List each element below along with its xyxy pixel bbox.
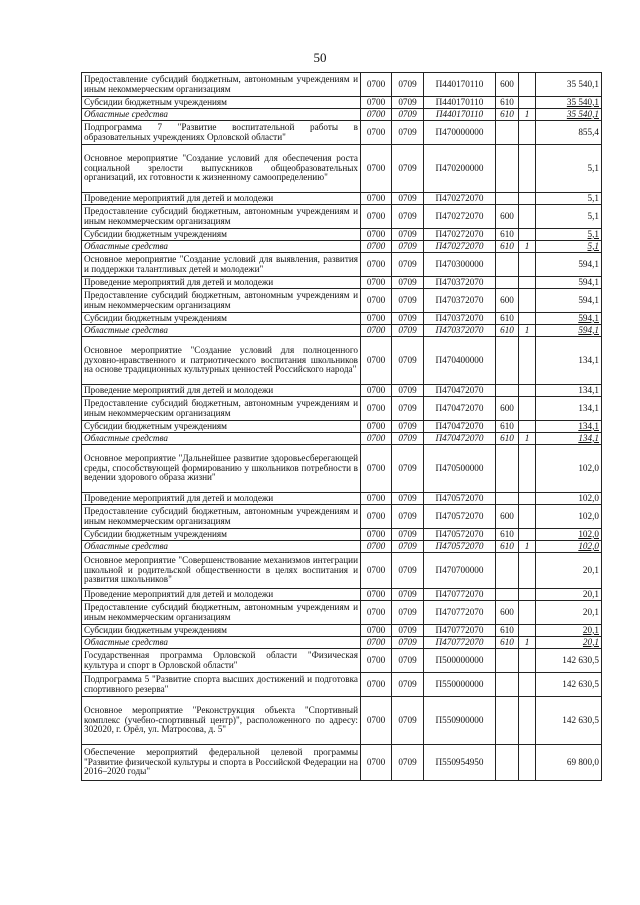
- row-expense-type: [496, 697, 519, 745]
- row-expense-type: 610: [496, 541, 519, 553]
- row-target-article: П470472070: [424, 433, 496, 445]
- row-section-code: 0700: [361, 421, 392, 433]
- row-name: Основное мероприятие "Дальнейшее развитие здоровьесберегающей среды, способствующей формированию у школьников потребности в ведении здорового образа жизни": [82, 445, 361, 493]
- table-row: [82, 229, 602, 241]
- row-subsection-code: 0709: [392, 121, 424, 145]
- row-section-code: 0700: [361, 277, 392, 289]
- row-kosgu: [519, 649, 536, 673]
- row-amount: 5,1: [536, 205, 602, 229]
- row-target-article: П470572070: [424, 505, 496, 529]
- row-kosgu: [519, 445, 536, 493]
- table-row: [82, 289, 602, 313]
- row-expense-type: 610: [496, 625, 519, 637]
- row-target-article: П440170110: [424, 97, 496, 109]
- row-subsection-code: 0709: [392, 253, 424, 277]
- row-expense-type: [496, 589, 519, 601]
- row-amount: 594,1: [536, 277, 602, 289]
- row-target-article: П470472070: [424, 385, 496, 397]
- row-name: Субсидии бюджетным учреждениям: [82, 313, 361, 325]
- row-expense-type: [496, 277, 519, 289]
- row-kosgu: [519, 505, 536, 529]
- row-amount: 35 540,1: [536, 97, 602, 109]
- row-name: Основное мероприятие "Создание условий для полноценного духовно-нравственного и патриотического воспитания школьников на основе традиционных культурных ценностей Российского народа": [82, 337, 361, 385]
- row-amount: 594,1: [536, 289, 602, 313]
- table-row: [82, 397, 602, 421]
- row-subsection-code: 0709: [392, 433, 424, 445]
- row-section-code: 0700: [361, 397, 392, 421]
- row-name: Проведение мероприятий для детей и молодежи: [82, 277, 361, 289]
- row-subsection-code: 0709: [392, 493, 424, 505]
- row-kosgu: 1: [519, 325, 536, 337]
- row-kosgu: [519, 145, 536, 193]
- row-target-article: П470472070: [424, 397, 496, 421]
- row-kosgu: [519, 673, 536, 697]
- row-amount: 102,0: [536, 541, 602, 553]
- row-target-article: П470572070: [424, 493, 496, 505]
- row-amount: 35 540,1: [536, 73, 602, 97]
- row-section-code: 0700: [361, 649, 392, 673]
- row-kosgu: [519, 385, 536, 397]
- row-name: Государственная программа Орловской области "Физическая культура и спорт в Орловской области": [82, 649, 361, 673]
- row-subsection-code: 0709: [392, 325, 424, 337]
- row-amount: 594,1: [536, 313, 602, 325]
- row-target-article: П470772070: [424, 601, 496, 625]
- row-section-code: 0700: [361, 745, 392, 781]
- row-amount: 134,1: [536, 337, 602, 385]
- row-target-article: П550000000: [424, 673, 496, 697]
- row-amount: 102,0: [536, 505, 602, 529]
- row-kosgu: [519, 493, 536, 505]
- row-kosgu: [519, 289, 536, 313]
- row-amount: 20,1: [536, 589, 602, 601]
- row-name: Областные средства: [82, 241, 361, 253]
- row-section-code: 0700: [361, 637, 392, 649]
- row-section-code: 0700: [361, 97, 392, 109]
- row-subsection-code: 0709: [392, 505, 424, 529]
- row-target-article: П440170110: [424, 73, 496, 97]
- row-amount: 5,1: [536, 193, 602, 205]
- row-kosgu: 1: [519, 109, 536, 121]
- budget-table: [81, 72, 602, 781]
- row-kosgu: [519, 625, 536, 637]
- row-kosgu: [519, 697, 536, 745]
- row-name: Предоставление субсидий бюджетным, автономным учреждениям и иным некоммерческим организациям: [82, 397, 361, 421]
- row-name: Предоставление субсидий бюджетным, автономным учреждениям и иным некоммерческим организациям: [82, 601, 361, 625]
- row-kosgu: 1: [519, 433, 536, 445]
- budget-table-body: [82, 73, 602, 781]
- row-name: Основное мероприятие "Совершенствование механизмов интеграции школьной и родительской общественности в целях воспитания и развития школьников": [82, 553, 361, 589]
- table-row: [82, 445, 602, 493]
- row-kosgu: [519, 745, 536, 781]
- row-kosgu: [519, 601, 536, 625]
- row-kosgu: [519, 313, 536, 325]
- row-amount: 594,1: [536, 325, 602, 337]
- row-expense-type: [496, 121, 519, 145]
- row-section-code: 0700: [361, 325, 392, 337]
- row-name: Проведение мероприятий для детей и молодежи: [82, 193, 361, 205]
- row-section-code: 0700: [361, 205, 392, 229]
- row-name: Субсидии бюджетным учреждениям: [82, 421, 361, 433]
- row-section-code: 0700: [361, 313, 392, 325]
- row-target-article: П470772070: [424, 625, 496, 637]
- row-section-code: 0700: [361, 445, 392, 493]
- row-section-code: 0700: [361, 589, 392, 601]
- row-subsection-code: 0709: [392, 205, 424, 229]
- row-kosgu: [519, 421, 536, 433]
- row-subsection-code: 0709: [392, 421, 424, 433]
- row-expense-type: [496, 145, 519, 193]
- row-amount: 20,1: [536, 553, 602, 589]
- row-expense-type: 600: [496, 397, 519, 421]
- table-row: [82, 553, 602, 589]
- row-subsection-code: 0709: [392, 553, 424, 589]
- row-kosgu: 1: [519, 241, 536, 253]
- row-section-code: 0700: [361, 145, 392, 193]
- table-row: [82, 649, 602, 673]
- row-subsection-code: 0709: [392, 73, 424, 97]
- row-amount: 134,1: [536, 385, 602, 397]
- row-subsection-code: 0709: [392, 337, 424, 385]
- row-target-article: П470572070: [424, 541, 496, 553]
- row-subsection-code: 0709: [392, 193, 424, 205]
- row-expense-type: 610: [496, 421, 519, 433]
- table-row: [82, 745, 602, 781]
- row-amount: 142 630,5: [536, 649, 602, 673]
- row-expense-type: 610: [496, 637, 519, 649]
- row-section-code: 0700: [361, 541, 392, 553]
- row-section-code: 0700: [361, 337, 392, 385]
- row-subsection-code: 0709: [392, 109, 424, 121]
- row-section-code: 0700: [361, 241, 392, 253]
- row-section-code: 0700: [361, 433, 392, 445]
- row-target-article: П470272070: [424, 241, 496, 253]
- row-subsection-code: 0709: [392, 697, 424, 745]
- row-expense-type: 600: [496, 601, 519, 625]
- row-target-article: П470772070: [424, 589, 496, 601]
- row-amount: 134,1: [536, 397, 602, 421]
- table-row: [82, 493, 602, 505]
- table-row: [82, 277, 602, 289]
- row-target-article: П470372070: [424, 313, 496, 325]
- row-name: Предоставление субсидий бюджетным, автономным учреждениям и иным некоммерческим организациям: [82, 505, 361, 529]
- row-section-code: 0700: [361, 505, 392, 529]
- row-amount: 69 800,0: [536, 745, 602, 781]
- row-amount: 142 630,5: [536, 673, 602, 697]
- row-amount: 5,1: [536, 241, 602, 253]
- row-target-article: П470772070: [424, 637, 496, 649]
- row-name: Субсидии бюджетным учреждениям: [82, 529, 361, 541]
- row-expense-type: [496, 337, 519, 385]
- row-subsection-code: 0709: [392, 229, 424, 241]
- row-section-code: 0700: [361, 529, 392, 541]
- row-kosgu: [519, 205, 536, 229]
- row-amount: 5,1: [536, 145, 602, 193]
- row-expense-type: [496, 649, 519, 673]
- row-expense-type: 600: [496, 505, 519, 529]
- row-subsection-code: 0709: [392, 385, 424, 397]
- row-subsection-code: 0709: [392, 625, 424, 637]
- row-expense-type: [496, 253, 519, 277]
- row-subsection-code: 0709: [392, 397, 424, 421]
- row-target-article: П550954950: [424, 745, 496, 781]
- row-section-code: 0700: [361, 121, 392, 145]
- table-row: [82, 193, 602, 205]
- row-subsection-code: 0709: [392, 529, 424, 541]
- row-section-code: 0700: [361, 601, 392, 625]
- row-expense-type: [496, 493, 519, 505]
- table-row: [82, 73, 602, 97]
- row-target-article: П470572070: [424, 529, 496, 541]
- row-section-code: 0700: [361, 73, 392, 97]
- row-expense-type: 610: [496, 529, 519, 541]
- row-target-article: П470372070: [424, 325, 496, 337]
- row-amount: 5,1: [536, 229, 602, 241]
- row-subsection-code: 0709: [392, 445, 424, 493]
- table-row: [82, 109, 602, 121]
- row-target-article: П470700000: [424, 553, 496, 589]
- row-name: Проведение мероприятий для детей и молодежи: [82, 385, 361, 397]
- row-expense-type: 610: [496, 241, 519, 253]
- row-section-code: 0700: [361, 697, 392, 745]
- row-amount: 594,1: [536, 253, 602, 277]
- table-row: [82, 421, 602, 433]
- row-kosgu: [519, 397, 536, 421]
- row-name: Предоставление субсидий бюджетным, автономным учреждениям и иным некоммерческим организациям: [82, 73, 361, 97]
- row-kosgu: [519, 529, 536, 541]
- row-subsection-code: 0709: [392, 277, 424, 289]
- row-amount: 142 630,5: [536, 697, 602, 745]
- row-subsection-code: 0709: [392, 241, 424, 253]
- row-name: Областные средства: [82, 109, 361, 121]
- row-amount: 855,4: [536, 121, 602, 145]
- row-kosgu: 1: [519, 637, 536, 649]
- row-target-article: П470200000: [424, 145, 496, 193]
- row-section-code: 0700: [361, 253, 392, 277]
- table-row: [82, 625, 602, 637]
- table-row: [82, 205, 602, 229]
- row-expense-type: 610: [496, 325, 519, 337]
- row-target-article: П470272070: [424, 205, 496, 229]
- row-name: Областные средства: [82, 433, 361, 445]
- row-expense-type: 600: [496, 205, 519, 229]
- row-name: Проведение мероприятий для детей и молодежи: [82, 493, 361, 505]
- row-target-article: П470372070: [424, 289, 496, 313]
- row-name: Областные средства: [82, 325, 361, 337]
- table-row: [82, 601, 602, 625]
- row-amount: 20,1: [536, 637, 602, 649]
- row-subsection-code: 0709: [392, 541, 424, 553]
- row-amount: 20,1: [536, 625, 602, 637]
- table-row: [82, 241, 602, 253]
- table-row: [82, 97, 602, 109]
- row-subsection-code: 0709: [392, 637, 424, 649]
- row-kosgu: [519, 97, 536, 109]
- row-name: Основное мероприятие "Создание условий для выявления, развития и поддержки талантливых детей и молодежи": [82, 253, 361, 277]
- row-target-article: П470272070: [424, 229, 496, 241]
- row-subsection-code: 0709: [392, 313, 424, 325]
- row-subsection-code: 0709: [392, 97, 424, 109]
- table-row: [82, 541, 602, 553]
- table-row: [82, 637, 602, 649]
- row-subsection-code: 0709: [392, 673, 424, 697]
- row-amount: 20,1: [536, 601, 602, 625]
- table-row: [82, 337, 602, 385]
- row-subsection-code: 0709: [392, 589, 424, 601]
- row-subsection-code: 0709: [392, 601, 424, 625]
- row-name: Субсидии бюджетным учреждениям: [82, 229, 361, 241]
- row-kosgu: [519, 253, 536, 277]
- row-kosgu: [519, 553, 536, 589]
- row-name: Областные средства: [82, 637, 361, 649]
- row-expense-type: [496, 673, 519, 697]
- row-expense-type: 610: [496, 229, 519, 241]
- row-section-code: 0700: [361, 109, 392, 121]
- row-section-code: 0700: [361, 625, 392, 637]
- row-target-article: П470372070: [424, 277, 496, 289]
- row-expense-type: [496, 385, 519, 397]
- row-kosgu: [519, 337, 536, 385]
- row-name: Областные средства: [82, 541, 361, 553]
- row-section-code: 0700: [361, 289, 392, 313]
- row-amount: 102,0: [536, 445, 602, 493]
- table-row: [82, 253, 602, 277]
- row-amount: 134,1: [536, 421, 602, 433]
- row-section-code: 0700: [361, 673, 392, 697]
- row-kosgu: [519, 121, 536, 145]
- row-name: Субсидии бюджетным учреждениям: [82, 97, 361, 109]
- row-kosgu: [519, 229, 536, 241]
- row-kosgu: [519, 277, 536, 289]
- table-row: [82, 673, 602, 697]
- row-expense-type: [496, 553, 519, 589]
- row-section-code: 0700: [361, 193, 392, 205]
- table-row: [82, 145, 602, 193]
- row-subsection-code: 0709: [392, 745, 424, 781]
- table-row: [82, 313, 602, 325]
- row-kosgu: [519, 589, 536, 601]
- row-target-article: П470400000: [424, 337, 496, 385]
- table-row: [82, 121, 602, 145]
- row-expense-type: [496, 745, 519, 781]
- row-kosgu: 1: [519, 541, 536, 553]
- table-row: [82, 433, 602, 445]
- row-target-article: П500000000: [424, 649, 496, 673]
- row-name: Проведение мероприятий для детей и молодежи: [82, 589, 361, 601]
- row-section-code: 0700: [361, 553, 392, 589]
- table-row: [82, 385, 602, 397]
- row-section-code: 0700: [361, 229, 392, 241]
- row-expense-type: 600: [496, 289, 519, 313]
- row-name: Предоставление субсидий бюджетным, автономным учреждениям и иным некоммерческим организациям: [82, 205, 361, 229]
- table-row: [82, 529, 602, 541]
- table-row: [82, 589, 602, 601]
- row-section-code: 0700: [361, 493, 392, 505]
- row-kosgu: [519, 193, 536, 205]
- row-expense-type: 610: [496, 313, 519, 325]
- page-number: 50: [313, 50, 327, 65]
- row-amount: 134,1: [536, 433, 602, 445]
- row-expense-type: 610: [496, 97, 519, 109]
- row-name: Обеспечение мероприятий федеральной целевой программы "Развитие физической культуры и спорта в Российской Федерации на 2016–2020 годы": [82, 745, 361, 781]
- table-row: [82, 505, 602, 529]
- row-kosgu: [519, 73, 536, 97]
- row-subsection-code: 0709: [392, 145, 424, 193]
- row-amount: 102,0: [536, 529, 602, 541]
- row-name: Основное мероприятие "Реконструкция объекта "Спортивный комплекс (учебно-спортивный центр)", расположенного по адресу: 302020, г. Орёл, ул. Матросова, д. 5": [82, 697, 361, 745]
- row-amount: 35 540,1: [536, 109, 602, 121]
- row-target-article: П470272070: [424, 193, 496, 205]
- row-subsection-code: 0709: [392, 289, 424, 313]
- row-target-article: П440170110: [424, 109, 496, 121]
- row-section-code: 0700: [361, 385, 392, 397]
- row-target-article: П470500000: [424, 445, 496, 493]
- row-name: Основное мероприятие "Создание условий для обеспечения роста социальной зрелости выпускников общеобразовательных организаций, их готовности к жизненному самоопределению": [82, 145, 361, 193]
- row-expense-type: [496, 193, 519, 205]
- table-row: [82, 325, 602, 337]
- row-target-article: П470300000: [424, 253, 496, 277]
- row-target-article: П470472070: [424, 421, 496, 433]
- row-expense-type: 610: [496, 109, 519, 121]
- row-expense-type: [496, 445, 519, 493]
- row-name: Подпрограмма 5 "Развитие спорта высших достижений и подготовка спортивного резерва": [82, 673, 361, 697]
- row-target-article: П470000000: [424, 121, 496, 145]
- row-name: Предоставление субсидий бюджетным, автономным учреждениям и иным некоммерческим организациям: [82, 289, 361, 313]
- row-name: Субсидии бюджетным учреждениям: [82, 625, 361, 637]
- table-row: [82, 697, 602, 745]
- row-name: Подпрограмма 7 "Развитие воспитательной работы в образовательных учреждениях Орловской области": [82, 121, 361, 145]
- row-subsection-code: 0709: [392, 649, 424, 673]
- row-target-article: П550900000: [424, 697, 496, 745]
- row-expense-type: 600: [496, 73, 519, 97]
- row-expense-type: 610: [496, 433, 519, 445]
- row-amount: 102,0: [536, 493, 602, 505]
